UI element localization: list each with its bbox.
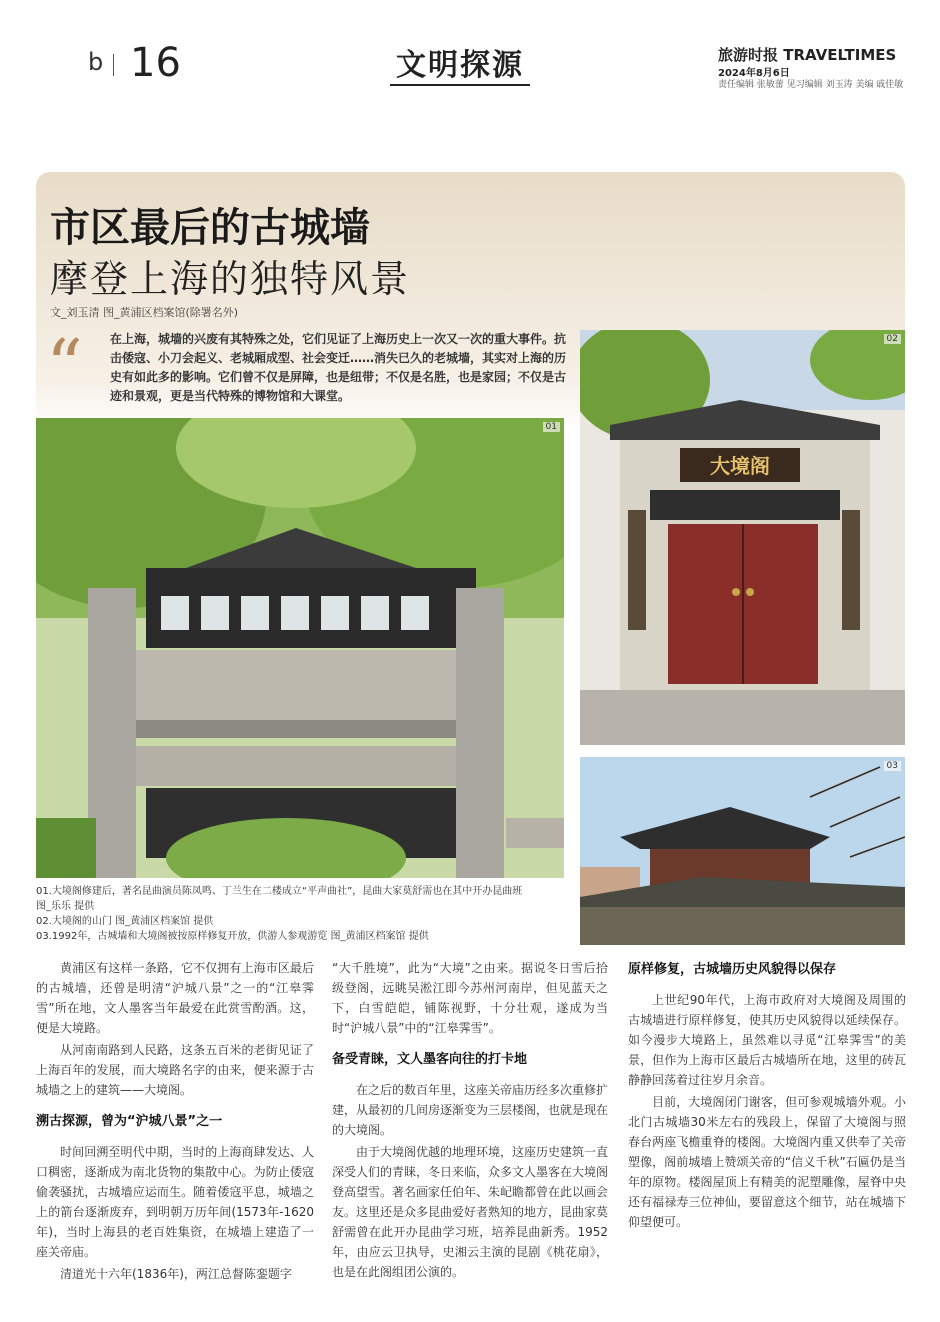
- paragraph: 目前，大境阁闭门谢客，但可参观城墙外观。小北门古城墙30米左右的残段上，保留了大境阁与照春台两座飞檐重脊的楼阁。大境阁内重又供奉了关帝塑像，阁前城墙上赞颂关帝的“信义千秋”石匾仍是当年的原物。楼阁屋顶上有精美的泥塑雕像，屋脊中央还有福禄寿三位神仙，要留意这个细节，站在城墙下仰望便可。: [628, 1095, 906, 1229]
- headline-sub: 摩登上海的独特风景: [50, 257, 411, 301]
- body-column-2: [332, 958, 608, 1284]
- page-number-divider: [113, 54, 114, 76]
- paragraph: 由于大境阁优越的地理环境，这座历史建筑一直深受人们的青睐，冬日来临，众多文人墨客在大境阁登高望雪。著名画家任伯年、朱屺瞻都曾在此以画会友。这里还是众多昆曲爱好者熟知的地方，昆曲家莫舒需曾在此开办昆曲学习班，培养昆曲新秀。1952年，由应云卫执导，史湘云主演的昆剧《桃花扇》，也是在此阁组团公演的。: [332, 1145, 609, 1279]
- paragraph: 时间回溯至明代中期，当时的上海商肆发达、人口稠密，逐渐成为南北货物的集散中心。为防止倭寇偷袭骚扰，古城墙应运而生。随着倭寇平息，城墙之上的箭台逐渐废弃，到明朝万历年间(1573年-1620年)，当时上海县的老百姓集资，在城墙上建造了一座关帝庙。: [36, 1145, 314, 1259]
- body-column-1: [36, 958, 314, 1286]
- paragraph: 上世纪90年代，上海市政府对大境阁及周围的古城墙进行原样修复，使其历史风貌得以延续保存。如今漫步大境路上，虽然难以寻觅“江皋霁雪”的美景，但作为上海市区最后古城墙所在地，这里的砖瓦静静回荡着过往岁月余音。: [628, 993, 906, 1087]
- caption-line: 02.大境阁的山门 图_黄浦区档案馆 提供: [36, 916, 214, 927]
- section-title: 文明探源: [396, 48, 524, 83]
- caption-line: 03.1992年，古城墙和大境阁被按原样修复开放，供游人参观游览 图_黄浦区档案馆 提供: [36, 931, 429, 942]
- subheading: 原样修复，古城墙历史风貌得以保存: [628, 962, 837, 977]
- page-letter: b: [88, 48, 104, 76]
- paragraph: 从河南南路到人民路，这条五百米的老街见证了上海百年的发展，而大境路名字的由来，便来源于古城墙之上的建筑——大境阁。: [36, 1043, 314, 1097]
- paragraph: 黄浦区有这样一条路，它不仅拥有上海市区最后的古城墙，还曾是明清“沪城八景”之一的“江皋霁雪”所在地，文人墨客当年最爱在此赏雪酌酒。这，便是大境路。: [36, 961, 314, 1035]
- paragraph: 在之后的数百年里，这座关帝庙历经多次重修扩建，从最初的几间房逐渐变为三层楼阁，也就是现在的大境阁。: [332, 1083, 609, 1137]
- caption-line: 图_乐乐 提供: [36, 901, 95, 912]
- photo-number: 03: [884, 761, 901, 771]
- body-column-3: [628, 958, 906, 1234]
- quote-mark-icon: “: [46, 324, 83, 408]
- headline-main: 市区最后的古城墙: [50, 204, 370, 251]
- photo-number: 02: [884, 334, 901, 344]
- page-number: 16: [130, 40, 181, 86]
- photo-gate: [580, 330, 905, 745]
- lead-paragraph: 在上海，城墙的兴废有其特殊之处，它们见证了上海历史上一次又一次的重大事件。抗击倭寇、小刀会起义、老城厢成型、社会变迁……消失已久的老城墙，其实对上海的历史有如此多的影响。它们曾不仅是屏障，也是纽带；不仅是名胜，也是家园；不仅是古迹和景观，更是当代特殊的博物馆和大课堂。: [110, 332, 567, 403]
- byline: 文_刘玉清 图_黄浦区档案馆(除署名外): [50, 306, 239, 319]
- gate-sign: 大境阁: [710, 454, 770, 478]
- paragraph: “大千胜境”，此为“大境”之由来。据说冬日雪后拾级登阁，远眺吴淞江即今苏州河南岸，但见蓝天之下，白雪皑皑，铺陈视野，十分壮观，遂成为当时“沪城八景”中的“江皋霁雪”。: [332, 961, 608, 1035]
- photo-pavilion: [580, 757, 905, 945]
- photo-number: 01: [543, 422, 560, 432]
- publication-date: 2024年8月6日: [718, 68, 790, 79]
- subheading: 溯古探源，曾为“沪城八景”之一: [36, 1114, 223, 1129]
- paragraph: 清道光十六年(1836年)，两江总督陈銮题字: [60, 1267, 292, 1281]
- subheading: 备受青睐，文人墨客向往的打卡地: [332, 1052, 528, 1067]
- publication-name: 旅游时报 TRAVELTIMES: [718, 46, 897, 64]
- caption-line: 01.大境阁修建后，著名昆曲演员陈凤鸣、丁兰生在二楼成立“平声曲社”，昆曲大家莫舒需也在其中开办昆曲班: [36, 886, 523, 897]
- photo-captions: [36, 884, 566, 944]
- editor-credits: 责任编辑 张敏蕾 见习编辑 刘玉涛 美编 戚佳敏: [718, 80, 904, 90]
- section-title-underline: [390, 84, 530, 86]
- photo-archway: [36, 418, 564, 878]
